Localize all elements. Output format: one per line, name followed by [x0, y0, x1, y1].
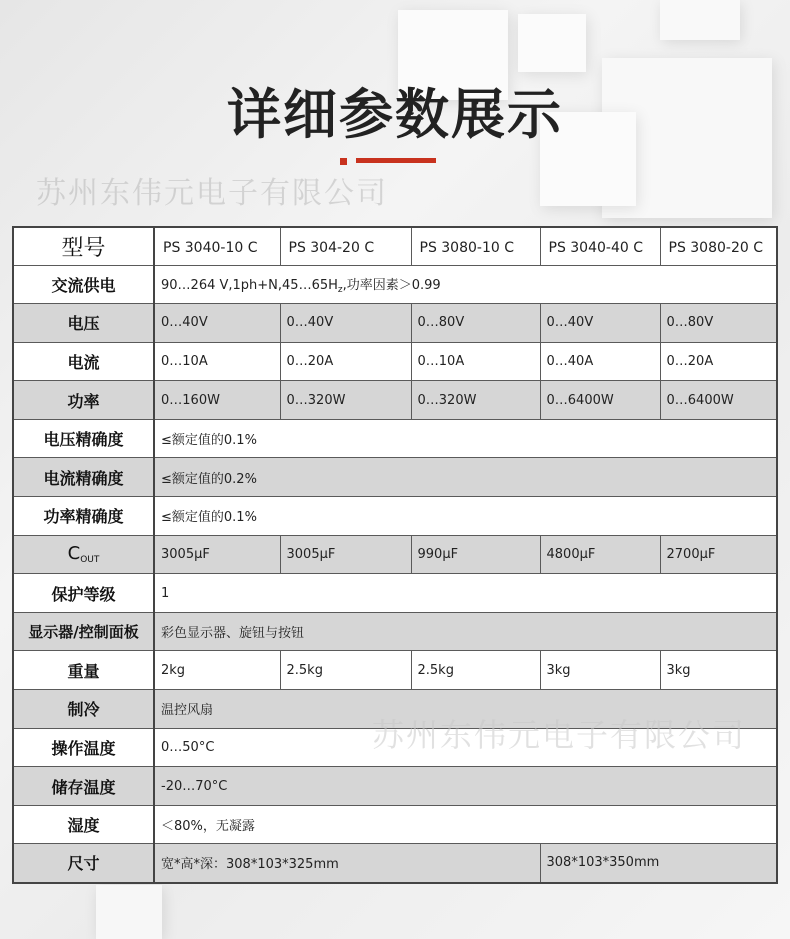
table-row-humidity [13, 805, 777, 844]
model-name: PS 304-20 C [280, 227, 411, 265]
cell-value: 990μF [411, 535, 540, 574]
table-row-display [13, 612, 777, 651]
row-label: 储存温度 [13, 767, 154, 806]
table-row-ac-supply [13, 265, 777, 304]
row-label: 操作温度 [13, 728, 154, 767]
accent-bar [356, 158, 436, 163]
cell-value: 宽*高*深：308*103*325mm [154, 844, 540, 883]
cell-value: 0…20A [660, 342, 777, 381]
cell-value: 3kg [660, 651, 777, 690]
table-row-dimensions [13, 844, 777, 883]
cout-label-sub: OUT [80, 555, 100, 566]
cell-value: 0…10A [154, 342, 280, 381]
row-label: 湿度 [13, 805, 154, 844]
row-label: 电压精确度 [13, 419, 154, 458]
cell-value: 0…40V [154, 304, 280, 343]
cell-value: 0…20A [280, 342, 411, 381]
row-label: 制冷 [13, 690, 154, 729]
table-row-weight [13, 651, 777, 690]
cell-value: 0…160W [154, 381, 280, 420]
watermark-top: 苏州东伟元电子有限公司 [36, 176, 388, 211]
cout-label-main: C [67, 543, 81, 565]
cell-value: ＜80%，无凝露 [154, 805, 777, 844]
cell-value: 2kg [154, 651, 280, 690]
background-cube [518, 14, 586, 72]
accent-dot [340, 158, 347, 165]
cell-value: ≤额定值的0.1% [154, 497, 777, 536]
model-name: PS 3040-10 C [154, 227, 280, 265]
cell-value: 0…6400W [660, 381, 777, 420]
row-label: 尺寸 [13, 844, 154, 883]
cell-value: 0…320W [280, 381, 411, 420]
cell-value: 0…80V [411, 304, 540, 343]
cell-value: 2.5kg [280, 651, 411, 690]
ac-supply-subscript: z [337, 284, 343, 295]
cell-value: 308*103*350mm [540, 844, 777, 883]
cell-value: -20…70°C [154, 767, 777, 806]
row-label: 功率精确度 [13, 497, 154, 536]
row-label: 交流供电 [13, 265, 154, 304]
watermark-middle: 苏州东伟元电子有限公司 [372, 716, 747, 754]
cell-value: ≤额定值的0.2% [154, 458, 777, 497]
row-label: 电流精确度 [13, 458, 154, 497]
model-name: PS 3080-10 C [411, 227, 540, 265]
row-label: 重量 [13, 651, 154, 690]
background-cube [660, 0, 740, 40]
table-header-row [13, 227, 777, 265]
cell-value: 1 [154, 574, 777, 613]
table-row-current [13, 342, 777, 381]
background-cube [96, 885, 162, 939]
row-label: 电压 [13, 304, 154, 343]
row-label [13, 535, 154, 574]
model-name: PS 3040-40 C [540, 227, 660, 265]
cell-value: 温控风扇 [154, 690, 777, 729]
cell-value: 0…80V [660, 304, 777, 343]
cell-value: 0…6400W [540, 381, 660, 420]
cell-value: 4800μF [540, 535, 660, 574]
cell-value: 0…320W [411, 381, 540, 420]
cell-value: 0…40V [280, 304, 411, 343]
cell-value: 0…40V [540, 304, 660, 343]
cell-value: 3005μF [154, 535, 280, 574]
cell-value: 彩色显示器、旋钮与按钮 [154, 612, 777, 651]
cell-value: 2.5kg [411, 651, 540, 690]
row-label: 功率 [13, 381, 154, 420]
table-row-protection [13, 574, 777, 613]
ac-supply-text: 90…264 V,1ph+N,45…65H [161, 277, 338, 293]
ac-supply-value [154, 265, 777, 304]
row-label: 保护等级 [13, 574, 154, 613]
table-row-current-accuracy [13, 458, 777, 497]
cell-value: ≤额定值的0.1% [154, 419, 777, 458]
cell-value: 3005μF [280, 535, 411, 574]
cell-value: 0…10A [411, 342, 540, 381]
cell-value: 2700μF [660, 535, 777, 574]
table-row-power-accuracy [13, 497, 777, 536]
spec-table [12, 226, 778, 884]
table-row-voltage-accuracy [13, 419, 777, 458]
cell-value: 3kg [540, 651, 660, 690]
table-row-voltage [13, 304, 777, 343]
model-name: PS 3080-20 C [660, 227, 777, 265]
cell-value: 0…40A [540, 342, 660, 381]
table-row-storage-temp [13, 767, 777, 806]
model-header-label: 型号 [13, 227, 154, 265]
table-row-power [13, 381, 777, 420]
ac-supply-text-tail: ,功率因素＞0.99 [342, 277, 441, 293]
table-row-cout [13, 535, 777, 574]
cell-value: 0…50°C [154, 728, 777, 767]
row-label: 显示器/控制面板 [13, 612, 154, 651]
page-title: 详细参数展示 [227, 83, 563, 146]
row-label: 电流 [13, 342, 154, 381]
